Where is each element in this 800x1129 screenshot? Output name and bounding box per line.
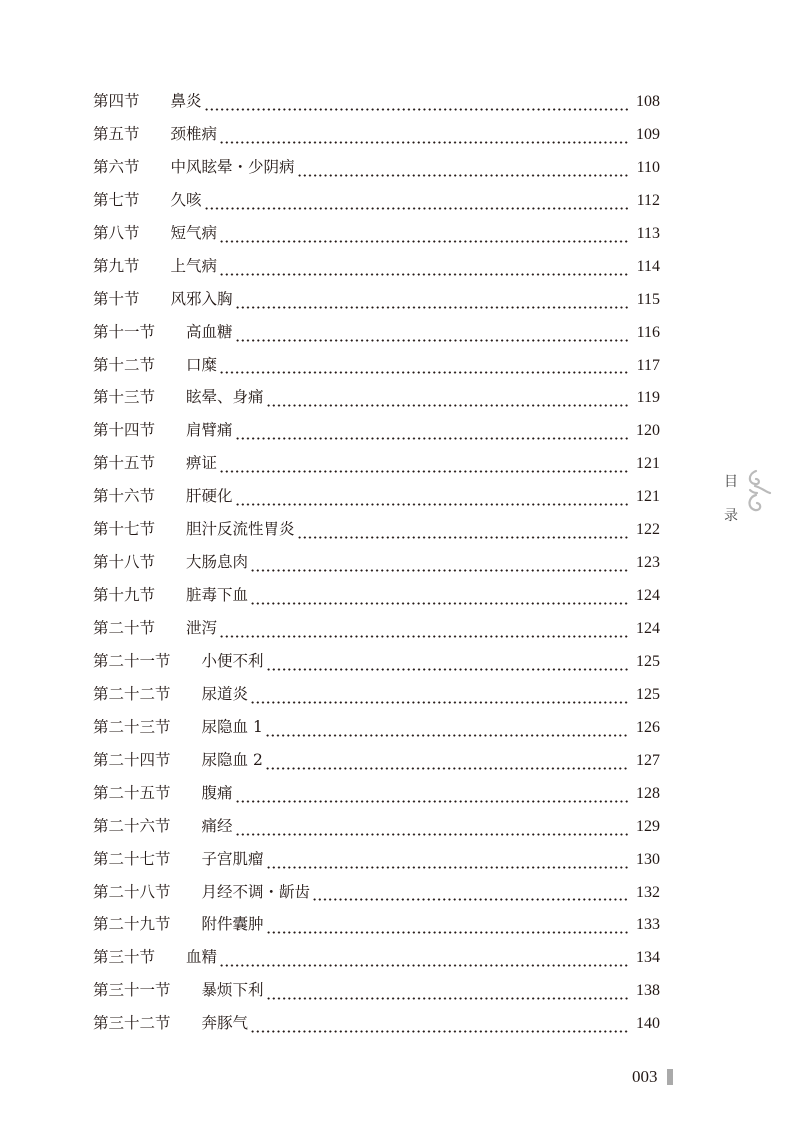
toc-section-title: 眩晕、身痛 <box>186 388 264 407</box>
toc-section-title: 胆汁反流性胃炎 <box>186 520 295 539</box>
dot-leader <box>235 306 629 309</box>
toc-entry[interactable] <box>93 89 660 122</box>
toc-section-label: 第三十一节 <box>93 981 171 1000</box>
toc-entry[interactable] <box>93 649 660 682</box>
toc-page-number: 117 <box>636 356 660 374</box>
toc-section-title: 上气病 <box>170 256 218 275</box>
toc-section-label: 第二十八节 <box>93 882 171 901</box>
dot-leader <box>219 273 629 276</box>
dot-leader <box>219 371 629 374</box>
dot-leader <box>266 668 628 671</box>
side-tab-char-2: 录 <box>724 508 738 524</box>
toc-entry[interactable] <box>93 287 660 320</box>
dot-leader <box>235 339 629 342</box>
toc-section-title: 大肠息肉 <box>186 553 249 572</box>
toc-section-label: 第十一节 <box>93 322 156 341</box>
toc-section-title: 久咳 <box>170 190 202 209</box>
toc-page-number: 121 <box>636 488 660 506</box>
dot-leader <box>266 866 628 869</box>
toc-page-number: 109 <box>636 125 660 143</box>
toc-page-number: 108 <box>636 93 660 110</box>
toc-entry[interactable] <box>93 385 660 418</box>
toc-page-number: 132 <box>636 883 660 901</box>
toc-entry[interactable] <box>93 682 660 715</box>
dot-leader <box>219 141 628 144</box>
toc-section-title: 血精 <box>186 948 218 967</box>
toc-section-label: 第二十一节 <box>93 651 171 670</box>
toc-entry[interactable] <box>93 122 660 155</box>
toc-section-title: 附件囊肿 <box>201 915 264 934</box>
toc-page-number: 140 <box>636 1015 660 1033</box>
toc-entry[interactable] <box>93 781 660 814</box>
toc-section-label: 第十节 <box>93 289 140 308</box>
toc-entry[interactable] <box>93 484 660 517</box>
dot-leader <box>235 833 628 836</box>
toc-page-number: 128 <box>636 784 660 802</box>
toc-page-number: 123 <box>636 554 660 572</box>
dot-leader <box>235 800 628 803</box>
toc-entry[interactable] <box>93 978 660 1011</box>
toc-page-number: 112 <box>636 191 660 209</box>
dot-leader <box>204 207 629 210</box>
toc-section-title: 尿隐血 2 <box>201 750 263 769</box>
toc-section-label: 第二十二节 <box>93 684 171 703</box>
dot-leader <box>219 470 628 473</box>
toc-section-title: 肩臂痛 <box>186 421 233 440</box>
toc-section-title: 痛经 <box>201 816 233 835</box>
toc-section-title: 高血糖 <box>186 322 233 341</box>
toc-section-label: 第四节 <box>93 92 140 110</box>
toc-section-label: 第十九节 <box>93 586 156 605</box>
toc-section-label: 第七节 <box>93 190 140 209</box>
toc-section-title: 风邪入胸 <box>170 289 233 308</box>
toc-section-label: 第十二节 <box>93 355 156 374</box>
toc-section-label: 第十六节 <box>93 487 156 506</box>
toc-entry[interactable] <box>93 616 660 649</box>
toc-section-label: 第九节 <box>93 256 140 275</box>
toc-entry[interactable] <box>93 254 660 287</box>
toc-entry[interactable] <box>93 353 660 386</box>
toc-section-title: 尿道炎 <box>201 684 249 703</box>
dot-leader <box>250 1030 628 1033</box>
toc-section-label: 第二十五节 <box>93 783 171 802</box>
toc-section-label: 第二十节 <box>93 619 156 637</box>
toc-page-number: 116 <box>636 323 660 341</box>
toc-page-number: 133 <box>636 916 660 934</box>
toc-page-number: 110 <box>636 158 660 176</box>
dot-leader <box>219 240 629 243</box>
cloud-ornament-icon <box>742 468 772 518</box>
toc-section-title: 腹痛 <box>201 783 233 802</box>
toc-page-number: 125 <box>636 652 660 670</box>
toc-section-label: 第十三节 <box>93 388 156 407</box>
toc-section-label: 第二十三节 <box>93 717 171 736</box>
toc-page-number: 119 <box>636 389 660 407</box>
page-number: 003 <box>632 1067 658 1086</box>
toc-page-number: 121 <box>636 455 660 473</box>
dot-leader <box>266 404 629 407</box>
toc-section-label: 第十四节 <box>93 421 156 440</box>
toc-entry[interactable] <box>93 451 660 484</box>
toc-page-number: 134 <box>636 949 660 967</box>
toc-page-number: 127 <box>636 751 660 769</box>
toc-page-number: 138 <box>636 982 660 1000</box>
toc-entry[interactable] <box>93 517 660 550</box>
toc-page-number: 126 <box>636 718 660 736</box>
dot-leader <box>266 997 628 1000</box>
toc-section-title: 脏毒下血 <box>186 586 249 605</box>
dot-leader <box>250 569 628 572</box>
dot-leader <box>250 701 628 704</box>
toc-section-label: 第六节 <box>93 157 140 176</box>
toc-entry[interactable] <box>93 847 660 880</box>
toc-entry[interactable] <box>93 945 660 978</box>
toc-section-label: 第二十六节 <box>93 816 171 835</box>
toc-section-title: 肝硬化 <box>186 487 233 506</box>
toc-section-label: 第八节 <box>93 223 140 242</box>
toc-section-title: 颈椎病 <box>170 124 218 143</box>
toc-entry[interactable] <box>93 715 660 748</box>
toc-section-title: 子宫肌瘤 <box>201 849 264 868</box>
dot-leader <box>204 108 628 111</box>
toc-entry[interactable] <box>93 912 660 945</box>
toc-section-label: 第三十节 <box>93 948 156 967</box>
toc-section-title: 口糜 <box>186 355 218 374</box>
dot-leader <box>235 437 628 440</box>
toc-entry[interactable] <box>93 814 660 847</box>
dot-leader <box>265 767 628 770</box>
toc-entry[interactable] <box>93 188 660 221</box>
toc-entry[interactable] <box>93 418 660 451</box>
toc-page-number: 113 <box>636 224 660 242</box>
toc-entry[interactable] <box>93 221 660 254</box>
toc-entry[interactable] <box>93 583 660 616</box>
dot-leader <box>312 898 628 901</box>
toc-page-number: 129 <box>636 817 660 835</box>
toc-page-number: 115 <box>636 290 660 308</box>
side-tab-label <box>724 465 738 533</box>
toc-section-label: 第二十七节 <box>93 849 171 868</box>
toc-section-title: 小便不利 <box>201 651 264 670</box>
toc-page-number: 114 <box>636 257 660 275</box>
dot-leader <box>297 174 629 177</box>
toc-section-label: 第二十九节 <box>93 915 171 934</box>
toc-section-title: 短气病 <box>170 223 218 242</box>
toc-section-title: 鼻炎 <box>170 92 202 110</box>
dot-leader <box>297 536 628 539</box>
toc-entry[interactable] <box>93 1011 660 1044</box>
toc-section-title: 月经不调・龂齿 <box>201 882 311 901</box>
toc-section-label: 第十八节 <box>93 553 156 572</box>
toc-section-label: 第十五节 <box>93 454 156 473</box>
dot-leader <box>265 734 628 737</box>
dot-leader <box>266 931 628 934</box>
toc-section-title: 痹证 <box>186 454 218 473</box>
toc-section-label: 第三十二节 <box>93 1014 171 1033</box>
toc-section-title: 尿隐血 1 <box>201 717 263 736</box>
toc-page-number: 130 <box>636 850 660 868</box>
toc-section-label: 第五节 <box>93 124 140 143</box>
dot-leader <box>219 964 628 967</box>
toc-page-number: 124 <box>636 587 660 605</box>
dot-leader <box>235 503 628 506</box>
dot-leader <box>250 602 628 605</box>
toc-page-number: 120 <box>636 422 660 440</box>
table-of-contents <box>93 89 660 1044</box>
toc-entry[interactable] <box>93 880 660 913</box>
toc-section-title: 奔豚气 <box>201 1014 249 1033</box>
toc-page-number: 122 <box>636 521 660 539</box>
toc-page-number: 125 <box>636 685 660 703</box>
toc-section-label: 第十七节 <box>93 520 156 539</box>
toc-section-title: 泄泻 <box>186 619 218 637</box>
toc-section-title: 中风眩晕・少阴病 <box>170 157 295 176</box>
toc-section-title: 暴烦下利 <box>201 981 264 1000</box>
toc-entry[interactable] <box>93 155 660 188</box>
folio-marker <box>667 1069 673 1085</box>
toc-page-number: 124 <box>636 620 660 637</box>
toc-section-label: 第二十四节 <box>93 750 171 769</box>
toc-entry[interactable] <box>93 748 660 781</box>
dot-leader <box>219 635 628 638</box>
toc-entry[interactable] <box>93 550 660 583</box>
side-tab-char-1: 目 <box>724 474 738 490</box>
toc-entry[interactable] <box>93 320 660 353</box>
